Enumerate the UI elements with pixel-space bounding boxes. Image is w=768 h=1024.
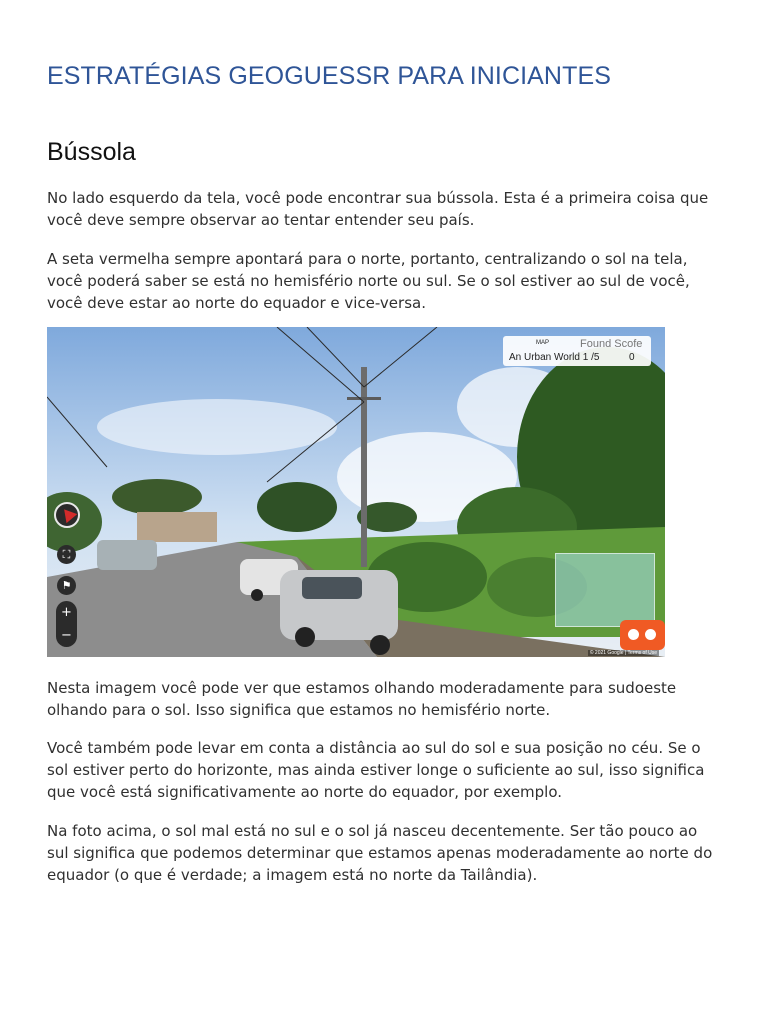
compass-icon[interactable] <box>54 502 80 528</box>
building <box>137 512 217 542</box>
paragraph-red-arrow: A seta vermelha sempre apontará para o norte, portanto, centralizando o sol na tela, você poderá saber se está no hemisfério norte ou sul. Se o sol estiver ao sul de você, você deve estar ao norte do equador e vice-versa. <box>47 250 690 312</box>
section-heading: Bússola <box>47 138 136 166</box>
car-parked-left <box>97 540 157 570</box>
score-value: 0 <box>629 352 635 363</box>
page-title: ESTRATÉGIAS GEOGUESSR PARA INICIANTES <box>47 62 612 90</box>
found-label: Found Scofe <box>580 338 643 350</box>
paragraph-image-explanation: Nesta imagem você pode ver que estamos olhando moderadamente para sudoeste olhando para o sol. Isso significa que estamos no hemisfério norte. <box>47 679 677 719</box>
paragraph-sun-distance: Você também pode levar em conta a distância ao sul do sol e sua posição no céu. Se o sol estiver perto do horizonte, mas ainda estiver longe o suficiente ao sul, isso significa que você está significativamente ao norte do equador, por exemplo. <box>47 739 705 801</box>
tree <box>112 479 202 515</box>
map-label: MAP <box>536 340 550 346</box>
tree <box>257 482 337 532</box>
zoom-out-icon[interactable]: − <box>61 628 72 643</box>
car-wheel <box>295 627 315 647</box>
guess-map-icon[interactable] <box>620 620 665 650</box>
utility-pole-bar <box>347 397 381 400</box>
car-window <box>302 577 362 599</box>
score-panel <box>503 336 651 366</box>
compass-needle <box>59 505 77 523</box>
car-wheel <box>251 589 263 601</box>
guess-minimap[interactable] <box>555 553 655 627</box>
paragraph-compass-intro: No lado esquerdo da tela, você pode encontrar sua bússola. Esta é a primeira coisa que você deve sempre observar ao tentar entender seu país. <box>47 189 709 229</box>
cloud <box>97 399 337 455</box>
return-to-start-icon[interactable]: ⛶ <box>57 545 76 564</box>
zoom-in-icon[interactable]: + <box>61 605 72 620</box>
zoom-control <box>56 601 77 647</box>
flag-icon[interactable]: ⚑ <box>57 576 76 595</box>
street-view-screenshot <box>47 327 665 657</box>
car-wheel <box>370 635 390 655</box>
map-name: An Urban World 1 /5 <box>509 352 600 363</box>
copyright-text: © 2021 Google | Terms of Use <box>589 650 657 656</box>
paragraph-photo-conclusion: Na foto acima, o sol mal está no sul e o sol já nasceu decentemente. Ser tão pouco ao sul significa que podemos determinar que estamos apenas moderadamente ao norte do equador (o que é verdade; a imagem está no norte da Tailândia). <box>47 822 713 884</box>
